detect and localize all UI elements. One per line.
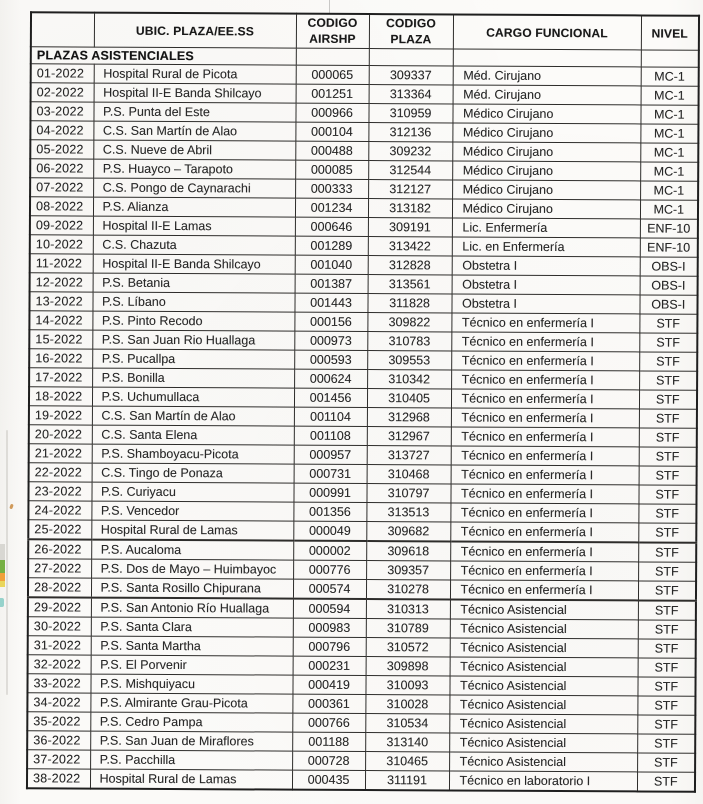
cell-ubic: P.S. Alianza: [93, 197, 295, 217]
cell-id: 15-2022: [29, 330, 92, 349]
scan-speck: [9, 504, 14, 510]
cell-ubic: C.S. Tingo de Ponaza: [92, 463, 294, 483]
cell-plaza: 309553: [367, 351, 451, 370]
cell-id: 05-2022: [30, 140, 93, 159]
cell-id: 36-2022: [27, 731, 90, 750]
cell-plaza: 311191: [365, 771, 449, 791]
cell-id: 33-2022: [27, 674, 90, 693]
cell-plaza: 313364: [369, 85, 453, 104]
cell-cargo: Médico Cirujano: [452, 142, 640, 162]
scan-edge-streak: [6, 430, 8, 695]
cell-plaza: 313182: [368, 199, 452, 218]
cell-ubic: Hospital Rural de Picota: [94, 64, 296, 84]
cell-ubic: Hospital Rural de Lamas: [91, 520, 293, 541]
cell-ubic: C.S. Nueve de Abril: [93, 140, 295, 160]
cell-cargo: Técnico en enfermería I: [450, 484, 638, 504]
header-ubic-plaza: UBIC. PLAZA/EE.SS: [94, 13, 296, 49]
cell-plaza: 310468: [367, 465, 451, 484]
cell-plaza: 310093: [365, 676, 449, 695]
cell-nivel: MC-1: [640, 162, 698, 181]
cell-nivel: MC-1: [640, 143, 698, 162]
cell-nivel: STF: [638, 658, 696, 677]
cell-ubic: Hospital Rural de Lamas: [90, 769, 292, 790]
cell-airshp: 000973: [294, 331, 367, 350]
cell-airshp: 000624: [294, 369, 367, 388]
cell-ubic: P.S. San Juan Rio Huallaga: [92, 330, 294, 350]
cell-cargo: Técnico en enfermería I: [451, 389, 639, 409]
cell-cargo: Obstetra I: [452, 256, 640, 276]
cell-id: 34-2022: [27, 693, 90, 712]
cell-cargo: Técnico en enfermería I: [450, 580, 638, 600]
cell-cargo: Médico Cirujano: [452, 161, 640, 181]
cell-airshp: 001356: [293, 502, 366, 521]
cell-plaza: 310465: [365, 752, 449, 771]
cell-plaza: 313140: [365, 733, 449, 752]
cell-plaza: 312136: [368, 123, 452, 142]
cell-airshp: 001234: [295, 198, 368, 217]
cell-airshp: 000966: [295, 103, 368, 122]
cell-nivel: MC-1: [641, 86, 699, 105]
cell-ubic: C.S. Chazuta: [93, 235, 295, 255]
cell-id: 26-2022: [28, 539, 91, 559]
cell-nivel: STF: [637, 772, 695, 792]
cell-ubic: Hospital II-E Banda Shilcayo: [93, 254, 295, 274]
cell-id: 23-2022: [28, 482, 91, 501]
cell-cargo: Técnico en laboratorio I: [449, 771, 637, 791]
header-blank-cell: [31, 12, 94, 47]
section-label: PLAZAS ASISTENCIALES: [31, 47, 296, 65]
cell-cargo: Técnico Asistencial: [449, 733, 637, 753]
cell-cargo: Técnico en enfermería I: [450, 541, 638, 561]
cell-plaza: 309682: [366, 522, 450, 542]
cell-ubic: P.S. Santa Rosillo Chipurana: [91, 578, 293, 599]
cell-cargo: Obstetra I: [451, 294, 639, 314]
cell-id: 30-2022: [28, 617, 91, 636]
cell-plaza: 310783: [367, 332, 451, 351]
cell-cargo: Méd. Cirujano: [453, 85, 641, 105]
cell-id: 06-2022: [30, 159, 93, 178]
cell-nivel: STF: [638, 504, 696, 523]
cell-nivel: STF: [638, 600, 696, 620]
cell-ubic: P.S. Pucallpa: [92, 349, 294, 369]
cell-nivel: STF: [638, 523, 696, 543]
cell-airshp: 000488: [295, 141, 368, 160]
cell-ubic: P.S. Líbano: [92, 292, 294, 312]
cell-airshp: 000646: [295, 217, 368, 236]
cell-ubic: C.S. Pongo de Caynarachi: [93, 178, 295, 198]
cell-plaza: 309232: [368, 142, 452, 161]
cell-ubic: P.S. Santa Clara: [91, 617, 293, 637]
cell-airshp: 000991: [293, 483, 366, 502]
cell-plaza: 313422: [368, 237, 452, 256]
cell-nivel: STF: [639, 333, 697, 352]
cell-ubic: P.S. San Antonio Río Huallaga: [91, 598, 293, 619]
sticky-tab-gray: [0, 544, 5, 560]
cell-ubic: P.S. Vencedor: [91, 501, 293, 521]
cell-ubic: P.S. San Juan de Miraflores: [90, 731, 292, 751]
cell-airshp: 000957: [294, 445, 367, 464]
cell-cargo: Técnico en enfermería I: [450, 561, 638, 581]
sticky-tab-green: [0, 560, 5, 573]
cell-id: 22-2022: [29, 463, 92, 482]
cell-cargo: Técnico en enfermería I: [451, 313, 639, 333]
cell-id: 38-2022: [27, 769, 90, 789]
cell-nivel: STF: [637, 677, 695, 696]
cell-nivel: ENF-10: [640, 219, 698, 238]
cell-airshp: 001456: [294, 388, 367, 407]
cell-id: 02-2022: [31, 83, 94, 102]
cell-plaza: 310342: [367, 370, 451, 389]
header-row: [31, 12, 699, 50]
cell-nivel: STF: [637, 753, 695, 772]
cell-plaza: 309822: [367, 313, 451, 332]
cell-nivel: STF: [637, 696, 695, 715]
sticky-tab-teal: [0, 598, 4, 607]
cell-nivel: STF: [639, 371, 697, 390]
section-empty-cell: [369, 49, 453, 66]
cell-cargo: Técnico Asistencial: [450, 638, 638, 658]
cell-ubic: Hospital II-E Lamas: [93, 216, 295, 236]
cell-id: 17-2022: [29, 368, 92, 387]
cell-id: 16-2022: [29, 349, 92, 368]
cell-plaza: 310797: [366, 484, 450, 503]
cell-plaza: 313727: [367, 446, 451, 465]
cell-airshp: 001443: [294, 293, 367, 312]
cell-plaza: 309337: [369, 66, 453, 85]
cell-id: 28-2022: [28, 578, 91, 598]
cell-id: 31-2022: [28, 636, 91, 655]
cell-plaza: 310278: [366, 580, 450, 600]
cell-plaza: 310572: [366, 638, 450, 657]
cell-id: 09-2022: [30, 216, 93, 235]
cell-plaza: 309357: [366, 561, 450, 580]
cell-ubic: P.S. Almirante Grau-Picota: [90, 693, 292, 713]
cell-cargo: Técnico Asistencial: [450, 619, 638, 639]
cell-id: 18-2022: [29, 387, 92, 406]
cell-id: 25-2022: [28, 520, 91, 540]
cell-ubic: P.S. Uchumullaca: [92, 387, 294, 407]
cell-id: 24-2022: [28, 501, 91, 520]
cell-ubic: P.S. Mishquiyacu: [90, 674, 292, 694]
cell-nivel: MC-1: [640, 200, 698, 219]
header-codigo-plaza: CODIGO PLAZA: [369, 14, 453, 49]
cell-airshp: 001289: [295, 236, 368, 255]
cell-plaza: 310959: [368, 104, 452, 123]
cell-ubic: P.S. Dos de Mayo – Huimbayoc: [91, 559, 293, 579]
cell-cargo: Técnico en enfermería I: [451, 408, 639, 428]
cell-airshp: 000574: [293, 579, 366, 599]
cell-airshp: 000796: [293, 637, 366, 656]
cell-id: 19-2022: [29, 406, 92, 425]
cell-airshp: 000731: [294, 464, 367, 483]
cell-airshp: 001387: [295, 274, 368, 293]
section-empty-cell: [296, 48, 369, 65]
cell-ubic: C.S. San Martín de Alao: [93, 121, 295, 141]
cell-plaza: 310028: [365, 695, 449, 714]
cell-cargo: Técnico en enfermería I: [451, 465, 639, 485]
cell-cargo: Técnico en enfermería I: [451, 446, 639, 466]
cell-nivel: OBS-I: [640, 257, 698, 276]
cell-airshp: 000766: [292, 713, 365, 732]
cell-nivel: MC-1: [641, 67, 699, 86]
cell-ubic: P.S. Shamboyacu-Picota: [92, 444, 294, 464]
table-row: [27, 769, 695, 792]
cell-plaza: 310534: [365, 714, 449, 733]
cell-airshp: 001040: [295, 255, 368, 274]
cell-cargo: Técnico Asistencial: [449, 695, 637, 715]
cell-plaza: 310313: [366, 599, 450, 619]
cell-plaza: 309618: [366, 541, 450, 561]
cell-cargo: Técnico Asistencial: [449, 752, 637, 772]
cell-ubic: P.S. El Porvenir: [91, 655, 293, 675]
cell-nivel: STF: [637, 715, 695, 734]
cell-cargo: Técnico en enfermería I: [451, 370, 639, 390]
cell-cargo: Médico Cirujano: [452, 104, 640, 124]
cell-id: 11-2022: [30, 254, 93, 273]
cell-id: 14-2022: [29, 311, 92, 330]
cell-cargo: Médico Cirujano: [452, 199, 640, 219]
cell-id: 03-2022: [30, 102, 93, 121]
cell-nivel: STF: [639, 409, 697, 428]
cell-airshp: 000983: [293, 618, 366, 637]
cell-ubic: P.S. Betania: [93, 273, 295, 293]
cell-nivel: STF: [639, 390, 697, 409]
cell-id: 29-2022: [28, 597, 91, 617]
cell-cargo: Técnico Asistencial: [449, 714, 637, 734]
cell-ubic: Hospital II-E Banda Shilcayo: [94, 83, 296, 103]
cell-nivel: STF: [638, 485, 696, 504]
cell-cargo: Méd. Cirujano: [453, 66, 641, 86]
cell-id: 27-2022: [28, 559, 91, 578]
cell-ubic: P.S. Huayco – Tarapoto: [93, 159, 295, 179]
cell-airshp: 000594: [293, 599, 366, 619]
cell-airshp: 000435: [292, 770, 365, 790]
cell-cargo: Obstetra I: [452, 275, 640, 295]
header-cargo-funcional: CARGO FUNCIONAL: [453, 14, 641, 49]
cell-plaza: 309898: [366, 657, 450, 676]
cell-id: 10-2022: [30, 235, 93, 254]
cell-nivel: STF: [638, 542, 696, 562]
cell-nivel: OBS-I: [639, 295, 697, 314]
cell-nivel: STF: [639, 447, 697, 466]
cell-plaza: 312544: [368, 161, 452, 180]
cell-id: 01-2022: [31, 64, 94, 83]
cell-nivel: STF: [639, 352, 697, 371]
cell-airshp: 000231: [293, 656, 366, 675]
cell-cargo: Técnico Asistencial: [449, 676, 637, 696]
cell-airshp: 000002: [293, 541, 366, 561]
cell-cargo: Técnico en enfermería I: [451, 351, 639, 371]
cell-plaza: 312828: [368, 256, 452, 275]
cell-cargo: Lic. Enfermería: [452, 218, 640, 238]
plazas-table: [26, 11, 700, 792]
cell-nivel: STF: [639, 314, 697, 333]
cell-airshp: 000085: [295, 160, 368, 179]
table-header: [31, 12, 699, 50]
cell-nivel: ENF-10: [640, 238, 698, 257]
cell-plaza: 313513: [366, 503, 450, 522]
cell-nivel: STF: [637, 734, 695, 753]
cell-nivel: MC-1: [640, 181, 698, 200]
cell-nivel: STF: [638, 620, 696, 639]
cell-plaza: 310789: [366, 619, 450, 638]
table-body: [27, 47, 699, 792]
header-codigo-airshp: CODIGO AIRSHP: [296, 14, 369, 49]
cell-cargo: Técnico en enfermería I: [451, 427, 639, 447]
header-nivel: NIVEL: [641, 15, 699, 50]
cell-nivel: STF: [639, 466, 697, 485]
cell-airshp: 000104: [295, 122, 368, 141]
cell-id: 37-2022: [27, 750, 90, 769]
cell-nivel: OBS-I: [640, 276, 698, 295]
cell-ubic: P.S. Cedro Pampa: [90, 712, 292, 732]
cell-nivel: MC-1: [640, 124, 698, 143]
cell-airshp: 001188: [292, 732, 365, 751]
cell-plaza: 312968: [367, 408, 451, 427]
cell-airshp: 001251: [296, 84, 369, 103]
cell-id: 35-2022: [27, 712, 90, 731]
cell-cargo: Técnico en enfermería I: [450, 522, 638, 542]
cell-ubic: P.S. Aucaloma: [91, 540, 293, 561]
cell-cargo: Técnico Asistencial: [450, 657, 638, 677]
cell-plaza: 312127: [368, 180, 452, 199]
section-empty-cell: [453, 49, 641, 67]
cell-ubic: P.S. Santa Martha: [91, 636, 293, 656]
cell-plaza: 313561: [368, 275, 452, 294]
cell-nivel: MC-1: [640, 105, 698, 124]
cell-airshp: 000361: [292, 694, 365, 713]
cell-cargo: Médico Cirujano: [452, 123, 640, 143]
cell-ubic: P.S. Punta del Este: [93, 102, 295, 122]
cell-airshp: 000419: [292, 675, 365, 694]
cell-nivel: STF: [639, 428, 697, 447]
cell-airshp: 000049: [293, 521, 366, 541]
cell-nivel: STF: [638, 639, 696, 658]
cell-id: 07-2022: [30, 178, 93, 197]
cell-airshp: 000156: [294, 312, 367, 331]
cell-ubic: C.S. Santa Elena: [92, 425, 294, 445]
cell-cargo: Médico Cirujano: [452, 180, 640, 200]
cell-plaza: 310405: [367, 389, 451, 408]
sticky-tab-orange: [0, 573, 5, 581]
cell-cargo: Técnico en enfermería I: [450, 503, 638, 523]
cell-ubic: P.S. Curiyacu: [91, 482, 293, 502]
cell-plaza: 311828: [367, 294, 451, 313]
sticky-tab-yellow: [0, 581, 5, 587]
cell-plaza: 309191: [368, 218, 452, 237]
cell-id: 13-2022: [29, 292, 92, 311]
cell-ubic: P.S. Pacchilla: [90, 750, 292, 770]
cell-ubic: C.S. San Martín de Alao: [92, 406, 294, 426]
cell-airshp: 000776: [293, 560, 366, 579]
cell-airshp: 001108: [294, 426, 367, 445]
cell-plaza: 312967: [367, 427, 451, 446]
cell-airshp: 000593: [294, 350, 367, 369]
cell-airshp: 000065: [296, 65, 369, 84]
cell-cargo: Técnico en enfermería I: [451, 332, 639, 352]
cell-ubic: P.S. Bonilla: [92, 368, 294, 388]
cell-id: 21-2022: [29, 444, 92, 463]
cell-id: 20-2022: [29, 425, 92, 444]
cell-id: 08-2022: [30, 197, 93, 216]
cell-airshp: 000728: [292, 751, 365, 770]
cell-id: 12-2022: [30, 273, 93, 292]
cell-cargo: Lic. en Enfermería: [452, 237, 640, 257]
cell-nivel: STF: [638, 581, 696, 601]
cell-id: 32-2022: [28, 655, 91, 674]
cell-cargo: Técnico Asistencial: [450, 599, 638, 619]
cell-nivel: STF: [638, 562, 696, 581]
cell-id: 04-2022: [30, 121, 93, 140]
section-empty-cell: [641, 50, 699, 67]
cell-ubic: P.S. Pinto Recodo: [92, 311, 294, 331]
cell-airshp: 000333: [295, 179, 368, 198]
cell-airshp: 001104: [294, 407, 367, 426]
